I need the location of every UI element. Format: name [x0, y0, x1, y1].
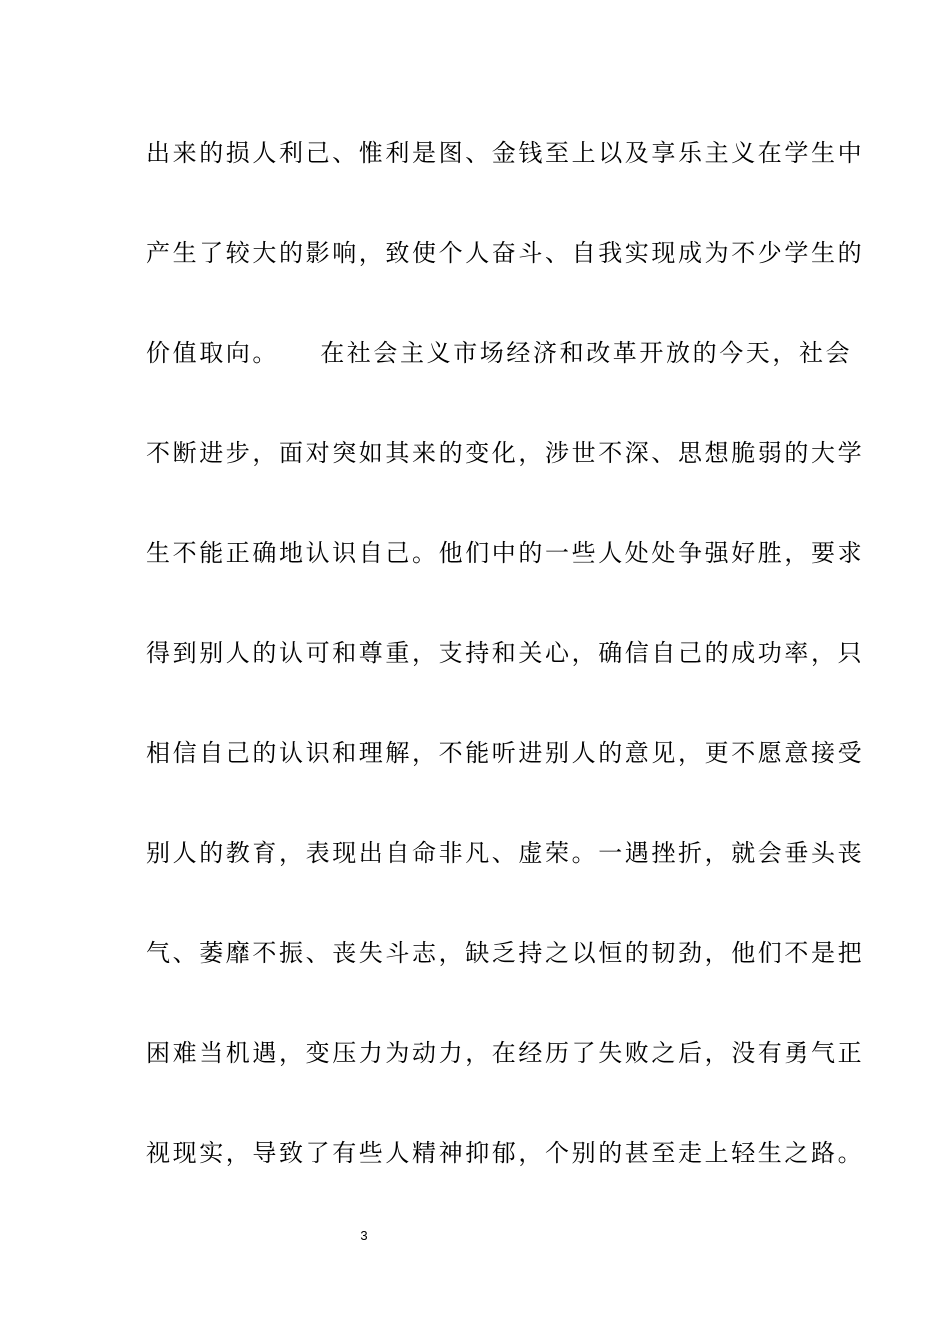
text-line: 别人的教育，表现出自命非凡、虚荣。一遇挫折，就会垂头丧: [146, 839, 865, 867]
text-line: 困难当机遇，变压力为动力，在经历了失败之后，没有勇气正: [146, 1039, 865, 1067]
text-line: 不断进步，面对突如其来的变化，涉世不深、思想脆弱的大学: [146, 439, 865, 467]
text-line: 产生了较大的影响，致使个人奋斗、自我实现成为不少学生的: [146, 239, 865, 267]
text-line: 生不能正确地认识自己。他们中的一些人处处争强好胜，要求: [146, 539, 865, 567]
text-line: 相信自己的认识和理解，不能听进别人的意见，更不愿意接受: [146, 739, 865, 767]
text-line: 出来的损人利己、惟利是图、金钱至上以及享乐主义在学生中: [146, 139, 865, 167]
body-text: [146, 131, 865, 1231]
text-line: 视现实，导致了有些人精神抑郁，个别的甚至走上轻生之路。: [146, 1139, 865, 1167]
text-line: 气、萎靡不振、丧失斗志，缺乏持之以恒的韧劲，他们不是把: [146, 939, 865, 967]
page-number: 3: [360, 1228, 368, 1243]
text-line: 价值取向。 在社会主义市场经济和改革开放的今天，社会: [146, 339, 853, 367]
text-line: 得到别人的认可和尊重，支持和关心，确信自己的成功率，只: [146, 639, 865, 667]
